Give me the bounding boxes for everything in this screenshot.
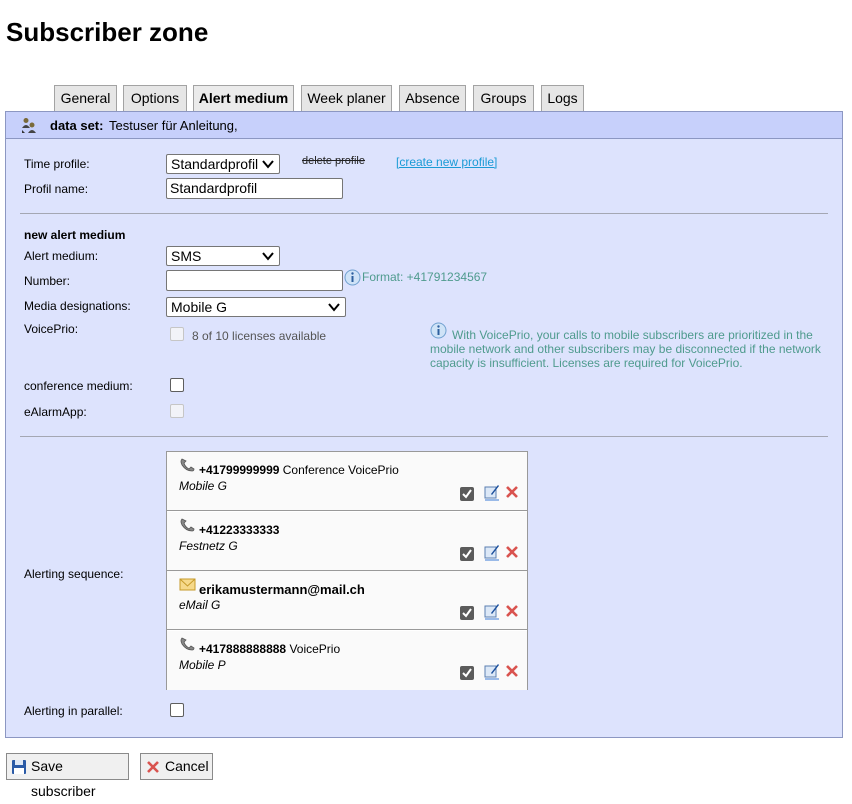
- media-designations-value: Mobile G: [171, 299, 228, 315]
- media-designations-select[interactable]: [166, 297, 346, 317]
- alerting-sequence-label: Alerting sequence:: [24, 567, 124, 581]
- profile-name-label: Profil name:: [24, 182, 89, 196]
- delete-profile-link[interactable]: delete profile: [302, 155, 365, 167]
- conference-medium-label: conference medium:: [24, 379, 133, 393]
- tab-general[interactable]: General: [54, 85, 117, 111]
- create-profile-link[interactable]: [create new profile]: [396, 155, 498, 169]
- sequence-designation: Mobile P: [179, 658, 226, 672]
- sequence-value: +417888888888: [199, 642, 287, 656]
- list-item[interactable]: [167, 631, 527, 690]
- delete-icon[interactable]: [505, 485, 519, 499]
- number-format-hint: Format: +41791234567: [362, 270, 488, 284]
- sequence-value: +41799999999: [199, 463, 280, 477]
- time-profile-select[interactable]: [166, 154, 280, 174]
- edit-icon[interactable]: [484, 662, 500, 680]
- sequence-designation: Festnetz G: [179, 539, 238, 553]
- sequence-designation: eMail G: [179, 598, 221, 612]
- dataset-value: Testuser für Anleitung,: [109, 118, 238, 133]
- ealarmapp-label: eAlarmApp:: [24, 405, 87, 419]
- cancel-label: Cancel: [165, 758, 209, 774]
- delete-icon[interactable]: [505, 545, 519, 559]
- voiceprio-info-text: With VoicePrio, your calls to mobile subscribers are prioritized in the mobile network and other subscribers may be disconnected if the network capacity is insufficient. Licenses are required for VoicePrio.: [430, 328, 821, 370]
- dataset-label: data set:: [50, 118, 104, 133]
- tab-absence[interactable]: Absence: [399, 85, 466, 111]
- dataset-header: [6, 112, 842, 139]
- number-label: Number:: [24, 274, 71, 288]
- save-subscriber-button[interactable]: [6, 753, 129, 799]
- tab-options[interactable]: Options: [123, 85, 187, 111]
- info-icon: [344, 269, 361, 286]
- edit-icon[interactable]: [484, 543, 500, 561]
- voiceprio-licenses: 8 of 10 licenses available: [192, 329, 327, 343]
- email-icon: [179, 577, 196, 591]
- alerting-parallel-checkbox[interactable]: [170, 703, 184, 717]
- tab-logs[interactable]: Logs: [541, 85, 584, 111]
- time-profile-label: Time profile:: [24, 157, 90, 171]
- alert-medium-select[interactable]: [166, 246, 280, 266]
- delete-icon[interactable]: [505, 604, 519, 618]
- sequence-extra: Conference VoicePrio: [282, 463, 399, 477]
- edit-icon[interactable]: [484, 602, 500, 620]
- voiceprio-label: VoicePrio:: [24, 322, 79, 336]
- voiceprio-checkbox[interactable]: [170, 327, 184, 341]
- phone-icon: [179, 458, 196, 472]
- list-item[interactable]: [167, 512, 527, 571]
- profile-name-input[interactable]: Standardprofil: [166, 178, 343, 199]
- sequence-value: erikamustermann@mail.ch: [199, 582, 365, 597]
- conference-medium-checkbox[interactable]: [170, 378, 184, 392]
- new-medium-heading: new alert medium: [24, 228, 126, 242]
- time-profile-value: Standardprofil: [171, 156, 259, 172]
- list-item[interactable]: [167, 571, 527, 630]
- chevron-down-icon: [262, 251, 274, 261]
- users-icon: [19, 117, 39, 135]
- save-subscriber-label: Save subscriber: [31, 758, 96, 799]
- divider: [20, 436, 828, 437]
- phone-icon: [179, 637, 196, 651]
- page-title: Subscriber zone: [6, 17, 209, 47]
- alert-medium-value: SMS: [171, 248, 202, 264]
- phone-icon: [179, 518, 196, 532]
- cancel-button[interactable]: [140, 753, 213, 780]
- active-checkbox[interactable]: [460, 547, 474, 561]
- sequence-designation: Mobile G: [179, 479, 228, 493]
- chevron-down-icon: [328, 302, 340, 312]
- alert-medium-label: Alert medium:: [24, 249, 99, 263]
- sequence-extra: VoicePrio: [289, 642, 341, 656]
- sequence-value: +41223333333: [199, 523, 280, 537]
- tab-alert-medium[interactable]: Alert medium: [193, 85, 294, 111]
- active-checkbox[interactable]: [460, 487, 474, 501]
- delete-icon[interactable]: [505, 664, 519, 678]
- ealarmapp-checkbox[interactable]: [170, 404, 184, 418]
- tab-groups[interactable]: Groups: [473, 85, 534, 111]
- save-icon: [11, 759, 27, 775]
- close-icon: [145, 759, 161, 775]
- active-checkbox[interactable]: [460, 666, 474, 680]
- chevron-down-icon: [262, 159, 274, 169]
- alert-medium-panel: [5, 111, 843, 738]
- active-checkbox[interactable]: [460, 606, 474, 620]
- tab-week-planer[interactable]: Week planer: [301, 85, 392, 111]
- media-designations-label: Media designations:: [24, 299, 131, 313]
- number-input[interactable]: [166, 270, 343, 291]
- edit-icon[interactable]: [484, 483, 500, 501]
- list-item[interactable]: [167, 452, 527, 511]
- alerting-parallel-label: Alerting in parallel:: [24, 704, 123, 718]
- divider: [20, 213, 828, 214]
- alerting-sequence-list: [166, 451, 528, 690]
